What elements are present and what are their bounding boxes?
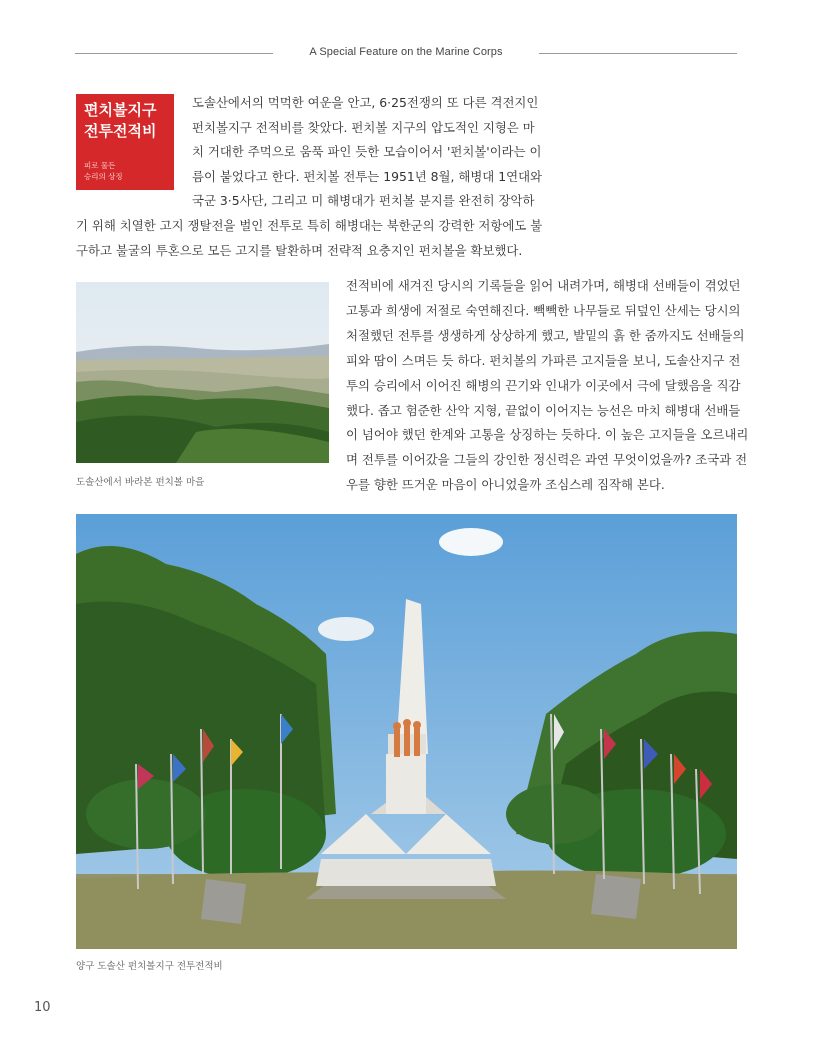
punchbowl-village-photo — [76, 282, 329, 463]
header-rule-right — [539, 53, 737, 54]
section-subtitle: 피로 물든 승리의 상징 — [84, 161, 123, 181]
battle-monument-photo — [76, 514, 737, 949]
photo-caption: 도솔산에서 바라본 펀치볼 마을 — [76, 477, 205, 488]
body-line: 며 전투를 이어갔을 그들의 강인한 정신력은 과연 무엇이었을까? 조국과 전 — [346, 452, 748, 468]
intro-line: 구하고 불굴의 투혼으로 모든 고지를 탈환하며 전략적 요충지인 펀치볼을 확보했다. — [76, 242, 523, 258]
body-line: 처절했던 전투를 생생하게 상상하게 했고, 발밑의 흙 한 줌까지도 선배들의 — [346, 327, 745, 343]
body-line: 우를 향한 뜨거운 마음이 아니었을까 조심스레 짐작해 본다. — [346, 477, 665, 493]
body-paragraph — [346, 274, 749, 498]
header-title: A Special Feature on the Marine Corps — [309, 46, 503, 58]
intro-line: 름이 붙었다고 한다. 펀치볼 전투는 1951년 8월, 해병대 1연대와 — [192, 168, 543, 184]
photo-caption: 양구 도솔산 펀치볼지구 전투전적비 — [76, 961, 223, 972]
intro-paragraph — [192, 91, 543, 214]
running-header — [75, 44, 737, 64]
intro-paragraph-continued — [76, 214, 543, 263]
body-line: 피와 땀이 스며든 듯 하다. 펀치볼의 가파른 고지들을 보니, 도솔산지구 전 — [346, 352, 741, 368]
body-line: 투의 승리에서 이어진 해병의 끈기와 인내가 이곳에서 극에 달했음을 직감 — [346, 377, 741, 393]
intro-line: 펀치볼지구 전적비를 찾았다. 펀치볼 지구의 압도적인 지형은 마 — [192, 119, 535, 135]
intro-line: 치 거대한 주먹으로 움푹 파인 듯한 모습이어서 '펀치볼'이라는 이 — [192, 144, 542, 160]
intro-line: 기 위해 치열한 고지 쟁탈전을 벌인 전투로 특히 해병대는 북한군의 강력한 저항에도 불 — [76, 218, 543, 233]
body-line: 했다. 좁고 험준한 산악 지형, 끝없이 이어지는 능선은 마치 해병대 선배들 — [346, 402, 741, 418]
body-line: 이 넘어야 했던 한계와 고통을 상징하는 듯하다. 이 높은 고지들을 오르내리 — [346, 427, 749, 443]
intro-line: 도솔산에서의 먹먹한 여운을 안고, 6·25전쟁의 또 다른 격전지인 — [192, 95, 539, 110]
body-line: 고통과 희생에 저절로 숙연해진다. 빽빽한 나무들로 뒤덮인 산세는 당시의 — [346, 302, 741, 318]
page-number: 10 — [34, 1000, 51, 1015]
intro-line: 국군 3·5사단, 그리고 미 해병대가 펀치볼 분지를 완전히 장악하 — [192, 193, 535, 209]
section-title: 편치볼지구 전투전적비 — [84, 101, 157, 140]
body-line: 전적비에 새겨진 당시의 기록들을 읽어 내려가며, 해병대 선배들이 겪었던 — [346, 278, 741, 293]
section-title-box — [76, 94, 174, 190]
